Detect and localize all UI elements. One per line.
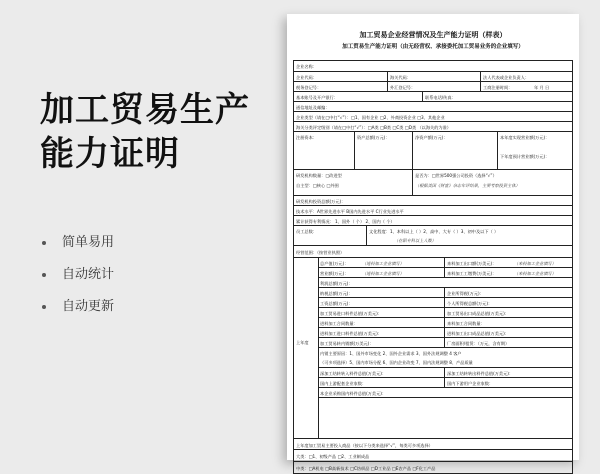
last-year-rows	[318, 258, 572, 398]
field-label: 加工贸易进口料件总值(万美元)：	[320, 310, 382, 316]
feature-item	[42, 264, 114, 296]
form-row	[293, 72, 573, 82]
field-label: 来料加工出口额(万美元)：	[447, 260, 497, 266]
field-note: （在职专科以上人数）	[394, 238, 436, 243]
form-row	[293, 462, 573, 474]
field-note: （来料加工企业填写）	[514, 270, 556, 276]
field-label: 上年度加工贸易主要投入商品（按以下分类来选择“√”，每类可多项选择）	[296, 442, 433, 448]
document-title: 加工贸易企业经营情况及生产能力证明（样表）	[359, 31, 507, 39]
field-label: 国内上游配套企业家数：	[320, 380, 367, 386]
form-row	[293, 216, 573, 226]
bullet-dot-icon	[42, 305, 46, 309]
field-label: 企业名称：	[296, 64, 317, 69]
field-note: （根据美国《财富》杂志年评结果，主要考察投资主体）	[415, 183, 520, 188]
field-label: 工商注册时间：	[483, 84, 513, 90]
document-subtitle: 加工贸易生产能力证明（由无经营权、承接委托加工贸易业务的企业填写）	[342, 44, 524, 50]
field-label: 个人所得税总额(万元)：	[447, 300, 493, 306]
field-label: 内销主要原因：1、国外市场变化 2、国外企业需求 3、国外法规调整 4 客户	[320, 351, 462, 356]
field-label: 进料加工进口料件总值(万美元)：	[320, 330, 382, 336]
field-label: 法人代表或企业负责人：	[483, 74, 530, 80]
field-label: 海关代码：	[390, 74, 411, 80]
field-label: 研发机构数量：□改进型	[296, 173, 342, 178]
bullet-dot-icon	[42, 241, 46, 245]
feature-label: 自动统计	[62, 267, 115, 282]
form-row	[293, 196, 573, 206]
field-label: 自主型：□核心 □外围	[296, 183, 339, 188]
field-label: 员工总数：	[296, 229, 317, 234]
field-label: 文化程度：1、本科以上（ ）2、高中、大专（ ）3、初中及以下（ ）	[369, 229, 499, 234]
field-label: 企业代码：	[296, 74, 317, 80]
field-label: 海关分类评定级别（请在□中打“√”）：□A类 □B类 □C类 □D类 （以海关的为准）	[296, 124, 451, 130]
document-preview	[287, 14, 579, 471]
field-label: 国内下游用户企业家数：	[447, 380, 494, 386]
field-label: 资产总额(万元)：	[357, 135, 390, 140]
form-row	[318, 258, 572, 268]
form-table	[293, 60, 573, 474]
field-label: 营业额(万元)：	[320, 270, 349, 276]
section-label: 上年度	[296, 340, 309, 345]
field-label: 联系电话/传真：	[425, 94, 456, 100]
feature-item	[42, 296, 114, 328]
field-label: 纳税总额(万元)：	[320, 290, 353, 296]
form-row	[293, 226, 573, 246]
field-note: （来料加工企业填写）	[514, 260, 556, 266]
field-label: 来料加工合同数量：	[447, 320, 485, 326]
field-note: （进料加工企业填写）	[362, 260, 404, 266]
field-label: 加工贸易出口成品总值(万美元)：	[447, 310, 509, 316]
form-row	[318, 388, 572, 398]
field-label: 注册资本：	[296, 135, 317, 140]
form-row	[293, 122, 573, 132]
form-row	[318, 318, 572, 328]
form-row	[293, 170, 573, 196]
form-row	[293, 132, 573, 170]
last-year-block	[293, 258, 573, 438]
field-label: 厂房面积/租赁：（万元，含有期）	[447, 340, 510, 346]
form-row	[318, 268, 572, 278]
form-row	[293, 92, 573, 102]
field-label: 利润总额(万元)：	[320, 280, 353, 286]
field-label: 深加工结转转出料件总值(万美元)：	[447, 370, 514, 376]
field-label: 外汇登记号：	[390, 84, 416, 90]
field-label: 进料加工合同数量：	[320, 320, 358, 326]
field-label: 研发机构投资总额(万元)：	[296, 198, 346, 204]
field-label: 深加工结转转入料件总值(万美元)：	[320, 370, 387, 376]
field-label: 基本账号及开户银行：	[296, 94, 338, 100]
field-label: 中类：□A机电 □B高新技术 □C纺织品 □D工业品 □E农产品 □F化工产品	[296, 465, 436, 471]
form-row	[293, 206, 573, 216]
feature-item	[42, 232, 114, 264]
field-label: 本年度实现营业额(万元)：	[500, 135, 550, 140]
feature-label: 简单易用	[62, 235, 115, 250]
form-row	[318, 308, 572, 318]
form-row	[293, 102, 573, 112]
field-label: 是否为：□世界500强公司投资（选择“√”）	[415, 173, 497, 178]
form-row	[293, 450, 573, 462]
feature-list	[42, 232, 114, 328]
headline: 加工贸易生产能力证明	[40, 90, 250, 174]
form-row	[293, 112, 573, 122]
field-label: 总产值(万元)：	[320, 260, 349, 266]
field-label: 技术水平：A世界先进水平 B国内先进水平 C行业先进水平	[296, 208, 404, 214]
field-label: 经营范围：（按营业执照）	[296, 249, 345, 255]
form-row	[318, 378, 572, 388]
bullet-dot-icon	[42, 273, 46, 277]
form-row	[293, 82, 573, 92]
field-label: 加工贸易转内销额(万美元)：	[320, 340, 374, 346]
form-row	[293, 61, 573, 72]
form-row	[318, 328, 572, 338]
field-label: 净资产额(万元)：	[415, 135, 448, 140]
field-label: 年 月 日	[534, 84, 550, 90]
form-row	[293, 246, 573, 258]
field-label: 来料加工工缴费(万美元)：	[447, 270, 497, 276]
field-label: 工资总额(万元)：	[320, 300, 353, 306]
field-label: 下年度预计营业额(万元)：	[500, 154, 550, 159]
promo-panel	[0, 0, 300, 460]
field-label: 税务登记号：	[296, 84, 322, 90]
form-row	[318, 278, 572, 288]
feature-label: 自动更新	[62, 299, 115, 314]
form-row	[318, 348, 572, 368]
field-label: 本企业采购国内料件总值(万美元)：	[320, 390, 387, 396]
field-label: 进料加工出口成品总值(万美元)：	[447, 330, 509, 336]
form-row	[318, 298, 572, 308]
field-label: 累计获得专利情况： 1、国外（ 个） 2、国内（ 个）	[296, 218, 395, 224]
field-label: 大类：□1、初级产品 □2、工业制成品	[296, 453, 370, 459]
field-label: 通信地址及邮编：	[296, 104, 330, 110]
field-label: 企业类型（请在□中打“√”）：□1、国有企业 □2、外商投资企业 □3、其他企业	[296, 114, 445, 120]
field-label: （可多项选择）5、国内市场分配 6、国内企业改变 7、国内法规调整 8、产品质量	[320, 360, 473, 365]
form-row	[318, 288, 572, 298]
form-row	[318, 368, 572, 378]
field-note: （进料加工企业填写）	[362, 270, 404, 276]
form-row	[293, 438, 573, 450]
field-label: 企业所得税(万元)：	[447, 290, 484, 296]
form-row	[318, 338, 572, 348]
